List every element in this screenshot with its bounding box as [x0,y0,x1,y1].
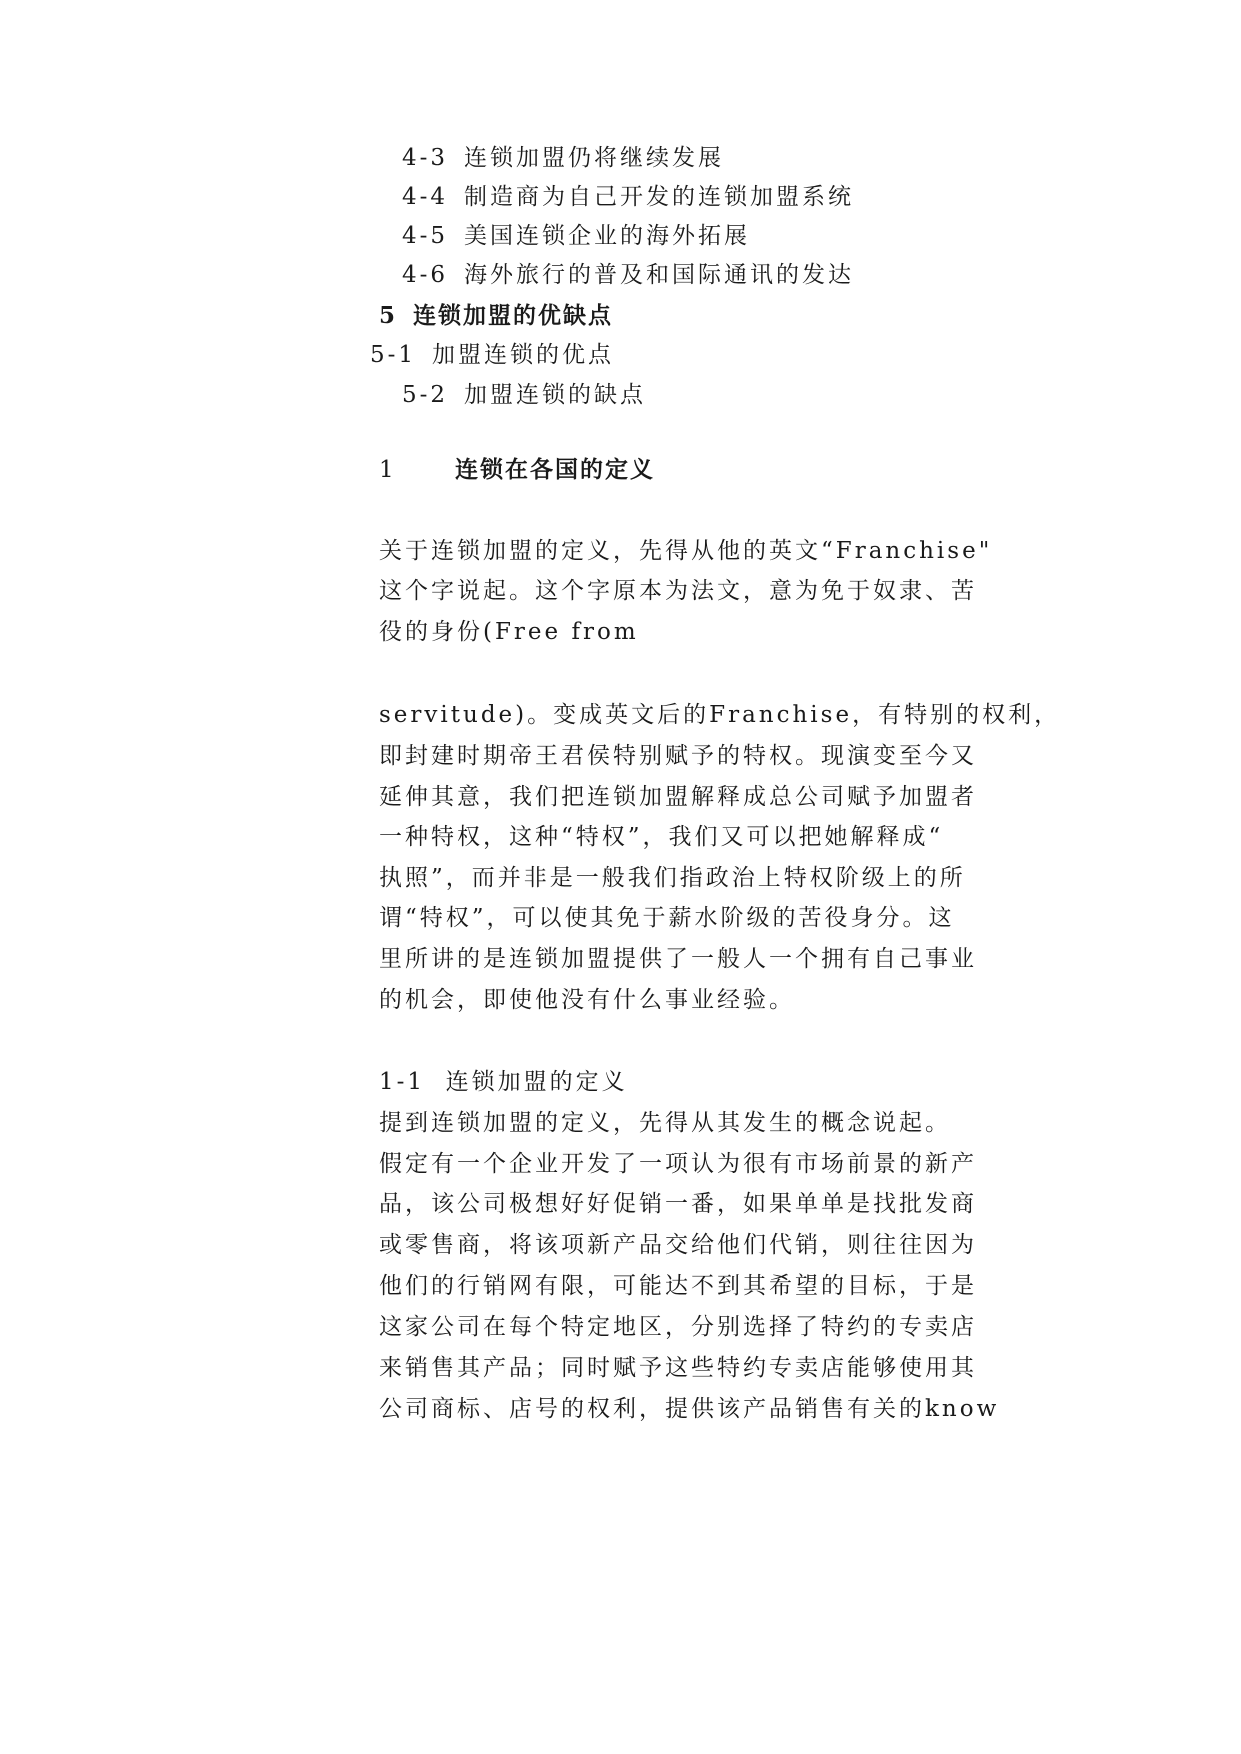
toc-item [402,147,724,170]
toc-item-title: 美国连锁企业的海外拓展 [464,223,751,249]
toc-item [402,384,646,407]
paragraph-line: 里所讲的是连锁加盟提供了一般人一个拥有自己事业 [379,946,977,972]
toc-item-title: 连锁加盟仍将继续发展 [464,145,725,171]
paragraph-line: 品，该公司极想好好促销一番，如果单单是找批发商 [379,1191,977,1217]
toc-item-number: 5-2 [402,382,449,408]
toc-item-number: 4-6 [402,262,449,288]
toc-item-title: 加盟连锁的缺点 [464,382,647,408]
paragraph-line: 延伸其意，我们把连锁加盟解释成总公司赋予加盟者 [379,784,977,810]
section-title: 连锁在各国的定义 [455,456,655,483]
paragraph-line: servitude)。变成英文后的Franchise，有特别的权利， [379,702,1061,728]
paragraph-line: 来销售其产品；同时赋予这些特约专卖店能够使用其 [379,1355,977,1381]
toc-item [402,186,854,209]
toc-item-title: 制造商为自己开发的连锁加盟系统 [464,184,855,210]
section-heading [379,458,655,482]
section-number: 1 [379,457,396,483]
toc-item-number: 4-3 [402,145,449,171]
toc-item [402,264,854,287]
paragraph-line: 提到连锁加盟的定义，先得从其发生的概念说起。 [379,1110,951,1136]
paragraph-line: 这个字说起。这个字原本为法文，意为免于奴隶、苦 [379,578,977,604]
toc-item-number: 4-4 [402,184,449,210]
toc-item-number: 5-1 [370,342,417,368]
subsection-heading: 1-1 连锁加盟的定义 [379,1069,628,1095]
toc-item-title: 加盟连锁的优点 [432,342,615,368]
paragraph-line: 一种特权，这种“特权”，我们又可以把她解释成“ [379,824,944,850]
toc-section-title: 连锁加盟的优缺点 [413,302,614,329]
toc-item-title: 海外旅行的普及和国际通讯的发达 [464,262,855,288]
paragraph-line: 关于连锁加盟的定义，先得从他的英文“Franchise" [379,538,993,564]
toc-item [402,225,750,248]
paragraph-line: 即封建时期帝王君侯特别赋予的特权。现演变至今又 [379,743,977,769]
paragraph-line: 执照”，而并非是一般我们指政治上特权阶级上的所 [379,865,966,891]
paragraph-line: 这家公司在每个特定地区，分别选择了特约的专卖店 [379,1314,977,1340]
toc-section-heading [379,304,613,327]
toc-item-number: 4-5 [402,223,449,249]
paragraph-line: 公司商标、店号的权利，提供该产品销售有关的know [379,1396,1000,1422]
paragraph-line: 谓“特权”，可以使其免于薪水阶级的苦役身分。这 [379,905,955,931]
paragraph-line: 假定有一个企业开发了一项认为很有市场前景的新产 [379,1151,977,1177]
paragraph-line: 他们的行销网有限，可能达不到其希望的目标，于是 [379,1273,977,1299]
paragraph-line: 的机会，即使他没有什么事业经验。 [379,987,795,1013]
paragraph-line: 役的身份(Free from [379,619,639,645]
toc-item [370,344,614,367]
paragraph-line: 或零售商，将该项新产品交给他们代销，则往往因为 [379,1232,977,1258]
toc-section-number: 5 [379,302,398,329]
